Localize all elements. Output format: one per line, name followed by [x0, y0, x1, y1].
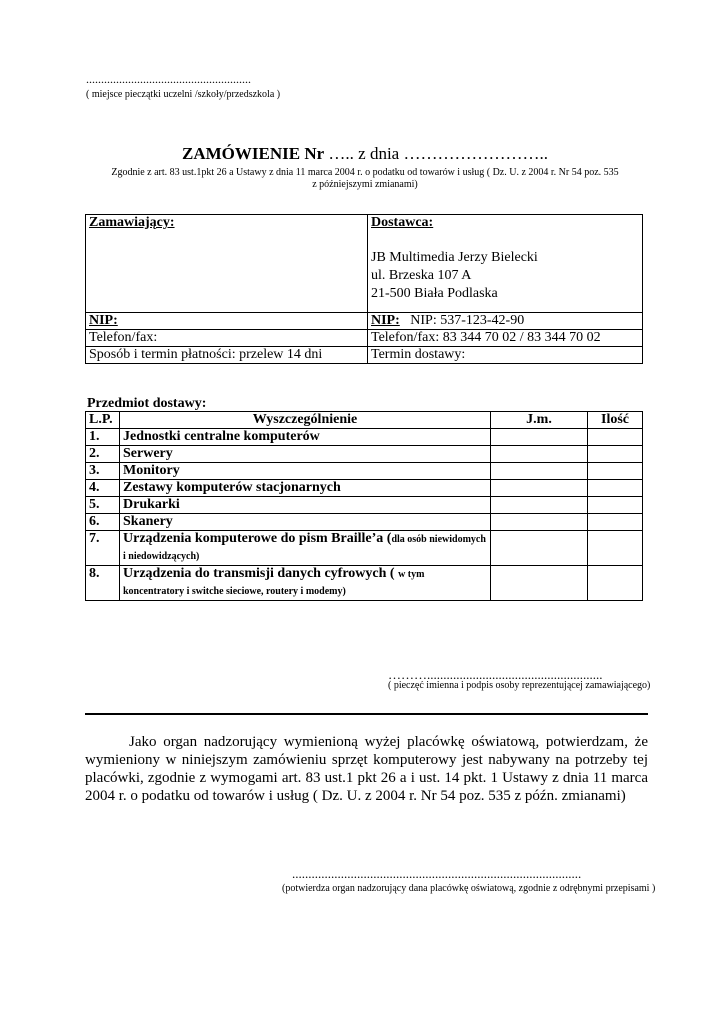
- table-row: [86, 446, 643, 463]
- row-qty: [588, 566, 643, 601]
- legal-basis: [80, 167, 650, 191]
- row-jm: [491, 566, 588, 601]
- legal-basis-line2: z późniejszymi zmianami): [312, 179, 418, 190]
- row-name-text: Jednostki centralne komputerów: [123, 429, 320, 444]
- order-title-suffix: ….. z dnia ……………………..: [324, 144, 548, 163]
- table-row: [86, 531, 643, 566]
- row-lp: 5.: [86, 497, 120, 514]
- row-name-text: Urządzenia do transmisji danych cyfrowych (: [123, 566, 399, 581]
- table-row: [86, 463, 643, 480]
- row-name: [120, 463, 491, 480]
- col-qty-header: Ilość: [588, 412, 643, 429]
- supplier-nip-label: NIP:: [371, 313, 400, 328]
- row-jm: [491, 514, 588, 531]
- table-row: [86, 429, 643, 446]
- row-qty: [588, 514, 643, 531]
- row-name-text: Drukarki: [123, 497, 180, 512]
- buyer-signature-dots: ………......................................................: [388, 667, 603, 682]
- row-qty: [588, 446, 643, 463]
- table-row: [86, 514, 643, 531]
- authority-signature-note: (potwierdza organ nadzorujący dana placówkę oświatową, zgodnie z odrębnymi przepisami ): [282, 883, 656, 894]
- row-name: [120, 531, 491, 566]
- row-jm: [491, 531, 588, 566]
- supplier-city: 21-500 Biała Podlaska: [371, 286, 498, 301]
- supplier-nip-cell: [368, 313, 643, 330]
- row-lp: 4.: [86, 480, 120, 497]
- authority-signature-dots: .........................................................................................: [292, 866, 582, 881]
- confirmation-text: Jako organ nadzorujący wymienioną wyżej placówkę oświatową, potwierdzam, że wymieniony w niniejszym zamówieniu sprzęt komputerowy jest nabywany na potrzeby tej placówki, zgodnie z wymogami art. 83 ust.1 pkt 26 a i ust. 14 pkt. 1 Ustawy z dnia 11 marca 2004 r. o podatku od towarów i usług ( Dz. U. z 2004 r. Nr 54 poz. 535 z późn. zmianami): [85, 734, 648, 804]
- row-name-note: w tym koncentratory i switche sieciowe, routery i modemy): [123, 569, 425, 597]
- row-jm: [491, 463, 588, 480]
- row-lp: 7.: [86, 531, 120, 566]
- buyer-nip-label: NIP:: [89, 313, 118, 328]
- buyer-phone: Telefon/fax:: [86, 330, 368, 347]
- section-divider: [85, 713, 648, 715]
- row-name-text: Urządzenia komputerowe do pism Braille’a (: [123, 531, 392, 546]
- row-name: [120, 446, 491, 463]
- row-jm: [491, 497, 588, 514]
- supplier-cell: [368, 215, 643, 313]
- payment-terms: Sposób i termin płatności: przelew 14 dni: [86, 347, 368, 364]
- row-lp: 2.: [86, 446, 120, 463]
- row-lp: 1.: [86, 429, 120, 446]
- buyer-nip-cell: [86, 313, 368, 330]
- row-jm: [491, 446, 588, 463]
- table-row: [86, 566, 643, 601]
- col-jm-header: J.m.: [491, 412, 588, 429]
- buyer-label: Zamawiający:: [89, 215, 175, 230]
- buyer-cell: [86, 215, 368, 313]
- supplier-phone: Telefon/fax: 83 344 70 02 / 83 344 70 02: [368, 330, 643, 347]
- row-name-text: Serwery: [123, 446, 173, 461]
- row-name-text: Zestawy komputerów stacjonarnych: [123, 480, 341, 495]
- table-row: [86, 497, 643, 514]
- row-lp: 3.: [86, 463, 120, 480]
- row-qty: [588, 463, 643, 480]
- row-name-text: Skanery: [123, 514, 173, 529]
- supplier-street: ul. Brzeska 107 A: [371, 268, 472, 283]
- legal-basis-line1: Zgodnie z art. 83 ust.1pkt 26 a Ustawy z dnia 11 marca 2004 r. o podatku od towarów i usług ( Dz. U. z 2004 r. Nr 54 poz. 535: [111, 167, 619, 178]
- order-title: [80, 144, 650, 164]
- row-qty: [588, 497, 643, 514]
- delivery-term: Termin dostawy:: [368, 347, 643, 364]
- row-qty: [588, 531, 643, 566]
- row-name-note: dla osób niewidomych i niedowidzących): [123, 534, 486, 562]
- parties-table: [85, 214, 643, 364]
- supplier-name: JB Multimedia Jerzy Bielecki: [371, 250, 538, 265]
- items-table: [85, 411, 643, 601]
- order-title-main: ZAMÓWIENIE Nr: [182, 144, 325, 163]
- row-jm: [491, 429, 588, 446]
- buyer-signature-note: ( pieczęć imienna i podpis osoby reprezentującej zamawiającego): [388, 680, 651, 691]
- stamp-placeholder-dots: .......................................................: [86, 72, 251, 86]
- col-desc-header: Wyszczególnienie: [120, 412, 491, 429]
- row-name: [120, 497, 491, 514]
- row-name: [120, 429, 491, 446]
- row-name: [120, 480, 491, 497]
- stamp-placeholder-note: ( miejsce pieczątki uczelni /szkoły/przedszkola ): [86, 89, 281, 100]
- row-qty: [588, 429, 643, 446]
- row-qty: [588, 480, 643, 497]
- row-lp: 8.: [86, 566, 120, 601]
- row-name: [120, 514, 491, 531]
- col-lp-header: L.P.: [86, 412, 120, 429]
- row-name: [120, 566, 491, 601]
- row-lp: 6.: [86, 514, 120, 531]
- table-row: [86, 480, 643, 497]
- delivery-subject-label: Przedmiot dostawy:: [87, 396, 207, 411]
- supplier-nip-value: NIP: 537-123-42-90: [410, 313, 525, 328]
- row-jm: [491, 480, 588, 497]
- row-name-text: Monitory: [123, 463, 180, 478]
- supplier-label: Dostawca:: [371, 215, 434, 230]
